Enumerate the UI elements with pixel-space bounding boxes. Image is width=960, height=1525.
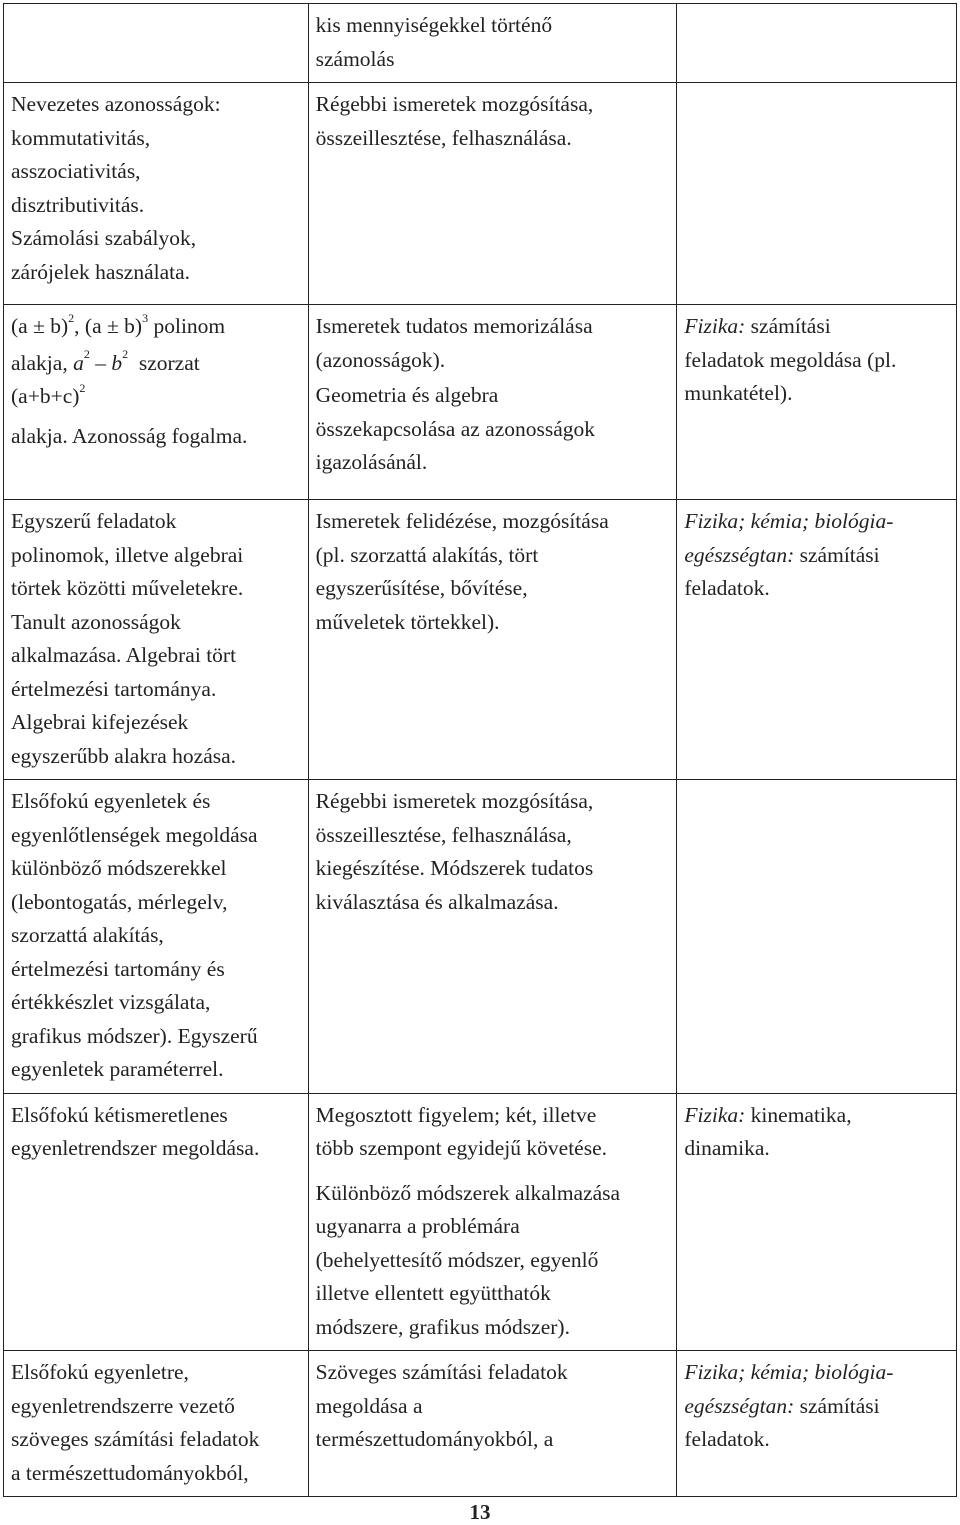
connections-cell	[677, 305, 957, 500]
text-line: különböző módszerekkel	[11, 856, 227, 880]
connections-cell	[677, 1351, 957, 1497]
topic-cell	[4, 305, 309, 500]
development-cell	[308, 83, 677, 305]
text-line	[684, 310, 950, 344]
text-line: (behelyettesítő módszer, egyenlő	[315, 1247, 599, 1272]
exponent: 2	[79, 380, 86, 395]
text-line: illetve ellentett együtthatók	[315, 1281, 551, 1305]
text-line: egyenletrendszer megoldása.	[11, 1136, 260, 1160]
text-line: Ismeretek tudatos memorizálása	[315, 314, 593, 338]
text-line: asszociativitás,	[11, 159, 141, 183]
subject-label: Fizika:	[684, 1102, 746, 1127]
text-span: számítási	[745, 314, 831, 338]
text-line: Ismeretek felidézése, mozgósítása	[315, 509, 609, 533]
exponent: 2	[83, 347, 90, 362]
text-line	[684, 1390, 950, 1424]
formula-line	[11, 380, 302, 414]
text-line: polinomok, illetve algebrai	[11, 542, 244, 567]
subject-label: egészségtan:	[684, 1393, 795, 1418]
text-line: értékkészlet vizsgálata,	[11, 990, 211, 1014]
text-line: természettudományokból, a	[315, 1427, 554, 1451]
formula-text: –	[89, 350, 112, 375]
text-line: több szempont egyidejű követése.	[315, 1136, 607, 1160]
text-line: Számolási szabályok,	[11, 226, 197, 250]
connections-cell	[677, 83, 957, 305]
text-span: számítási	[794, 1393, 880, 1418]
text-line: (lebontogatás, mérlegelv,	[11, 889, 228, 914]
text-line: egyszerűbb alakra hozása.	[11, 743, 237, 768]
formula-text: szorzat	[128, 350, 200, 375]
text-line: zárójelek használata.	[11, 259, 191, 284]
text-line: összeillesztése, felhasználása,	[315, 822, 572, 847]
text-line: (azonosságok).	[315, 347, 446, 372]
table-row	[4, 1093, 957, 1351]
text-span: kinematika,	[745, 1102, 852, 1127]
text-line: alkalmazása. Algebrai tört	[11, 643, 237, 667]
text-line: Nevezetes azonosságok:	[11, 92, 221, 116]
formula-text: (a ± b)	[84, 314, 143, 338]
text-line: szorzattá alakítás,	[11, 923, 164, 947]
text-line: Tanult azonosságok	[11, 609, 181, 634]
connections-cell	[677, 4, 957, 83]
formula-variable: a	[73, 350, 84, 375]
text-line: műveletek törtekkel).	[315, 609, 500, 634]
text-line: Egyszerű feladatok	[11, 509, 177, 533]
text-line: egyszerűsítése, bővítése,	[315, 576, 528, 600]
text-line: Elsőfokú egyenletre,	[11, 1360, 189, 1384]
formula-text: ,	[74, 314, 85, 338]
text-line: egyenletrendszerre vezető	[11, 1393, 235, 1418]
text-line: feladatok.	[684, 1427, 770, 1451]
text-line: kis mennyiségekkel történő	[315, 13, 553, 37]
development-cell	[308, 305, 677, 500]
exponent: 2	[68, 310, 75, 325]
text-line: disztributivitás.	[11, 192, 145, 217]
text-line: Megosztott figyelem; két, illetve	[315, 1102, 597, 1127]
text-line: feladatok megoldása (pl.	[684, 347, 897, 372]
text-line: törtek közötti műveletekre.	[11, 576, 244, 600]
formula-text: (a ± b)	[11, 314, 69, 338]
table-row	[4, 83, 957, 305]
text-line	[684, 1099, 950, 1133]
text-line: munkatétel).	[684, 381, 793, 405]
development-cell	[308, 780, 677, 1094]
text-line: grafikus módszer). Egyszerű	[11, 1023, 258, 1048]
text-line: Elsőfokú kétismeretlenes	[11, 1102, 228, 1127]
exponent: 2	[122, 347, 129, 362]
text-line: Elsőfokú egyenletek és	[11, 789, 211, 813]
text-line: összekapcsolása az azonosságok	[315, 416, 596, 441]
page-number: 13	[469, 1500, 491, 1524]
text-line	[684, 539, 950, 573]
text-line: feladatok.	[684, 576, 770, 600]
topic-cell	[4, 1351, 309, 1497]
text-line: összeillesztése, felhasználása.	[315, 125, 572, 150]
text-line: Geometria és algebra	[315, 383, 499, 407]
text-line: (pl. szorzattá alakítás, tört	[315, 542, 539, 567]
text-line: Szöveges számítási feladatok	[315, 1360, 568, 1384]
table-row	[4, 305, 957, 500]
text-line: kiválasztása és alkalmazása.	[315, 889, 559, 914]
formula-text: (a+b+c)	[11, 384, 80, 408]
connections-cell	[677, 1093, 957, 1351]
text-line: egyenletek paraméterrel.	[11, 1057, 224, 1081]
topic-cell	[4, 83, 309, 305]
text-line: Algebrai kifejezések	[11, 710, 189, 734]
text-line: módszere, grafikus módszer).	[315, 1314, 570, 1339]
development-cell	[308, 1093, 677, 1351]
text-line: kommutativitás,	[11, 125, 151, 150]
text-line: értelmezési tartomány és	[11, 956, 225, 981]
subject-label: egészségtan:	[684, 542, 795, 567]
exponent: 3	[142, 310, 149, 325]
subject-label: Fizika:	[684, 314, 746, 338]
text-line: Különböző módszerek alkalmazása	[315, 1180, 621, 1205]
text-line: megoldása a	[315, 1393, 423, 1418]
topic-cell	[4, 780, 309, 1094]
table-row	[4, 4, 957, 83]
topic-cell	[4, 500, 309, 780]
table-row	[4, 780, 957, 1094]
subject-label: Fizika; kémia; biológia-	[684, 509, 894, 533]
text-line: számolás	[315, 46, 395, 71]
text-line: kiegészítése. Módszerek tudatos	[315, 856, 594, 880]
text-span: számítási	[794, 542, 880, 567]
text-line: Régebbi ismeretek mozgósítása,	[315, 92, 594, 116]
text-line: értelmezési tartománya.	[11, 676, 217, 701]
text-line: egyenlőtlenségek megoldása	[11, 822, 258, 847]
formula-line	[11, 347, 302, 381]
development-cell	[308, 4, 677, 83]
development-cell	[308, 1351, 677, 1497]
connections-cell	[677, 780, 957, 1094]
development-cell	[308, 500, 677, 780]
connections-cell	[677, 500, 957, 780]
topic-cell	[4, 1093, 309, 1351]
table-row	[4, 500, 957, 780]
text-line: igazolásánál.	[315, 450, 428, 474]
curriculum-table	[3, 3, 957, 1497]
table-row	[4, 1351, 957, 1497]
formula-variable: b	[111, 350, 123, 375]
subject-label: Fizika; kémia; biológia-	[684, 1360, 894, 1384]
formula-text: polinom	[148, 314, 226, 338]
text-line: ugyanarra a problémára	[315, 1214, 520, 1238]
topic-cell	[4, 4, 309, 83]
text-line: szöveges számítási feladatok	[11, 1427, 260, 1451]
text-line: dinamika.	[684, 1136, 770, 1160]
text-line: a természettudományokból,	[11, 1460, 249, 1485]
formula-line	[11, 310, 302, 344]
text-line: Régebbi ismeretek mozgósítása,	[315, 789, 594, 813]
text-line: alakja. Azonosság fogalma.	[11, 423, 248, 448]
formula-text: alakja,	[11, 350, 74, 375]
